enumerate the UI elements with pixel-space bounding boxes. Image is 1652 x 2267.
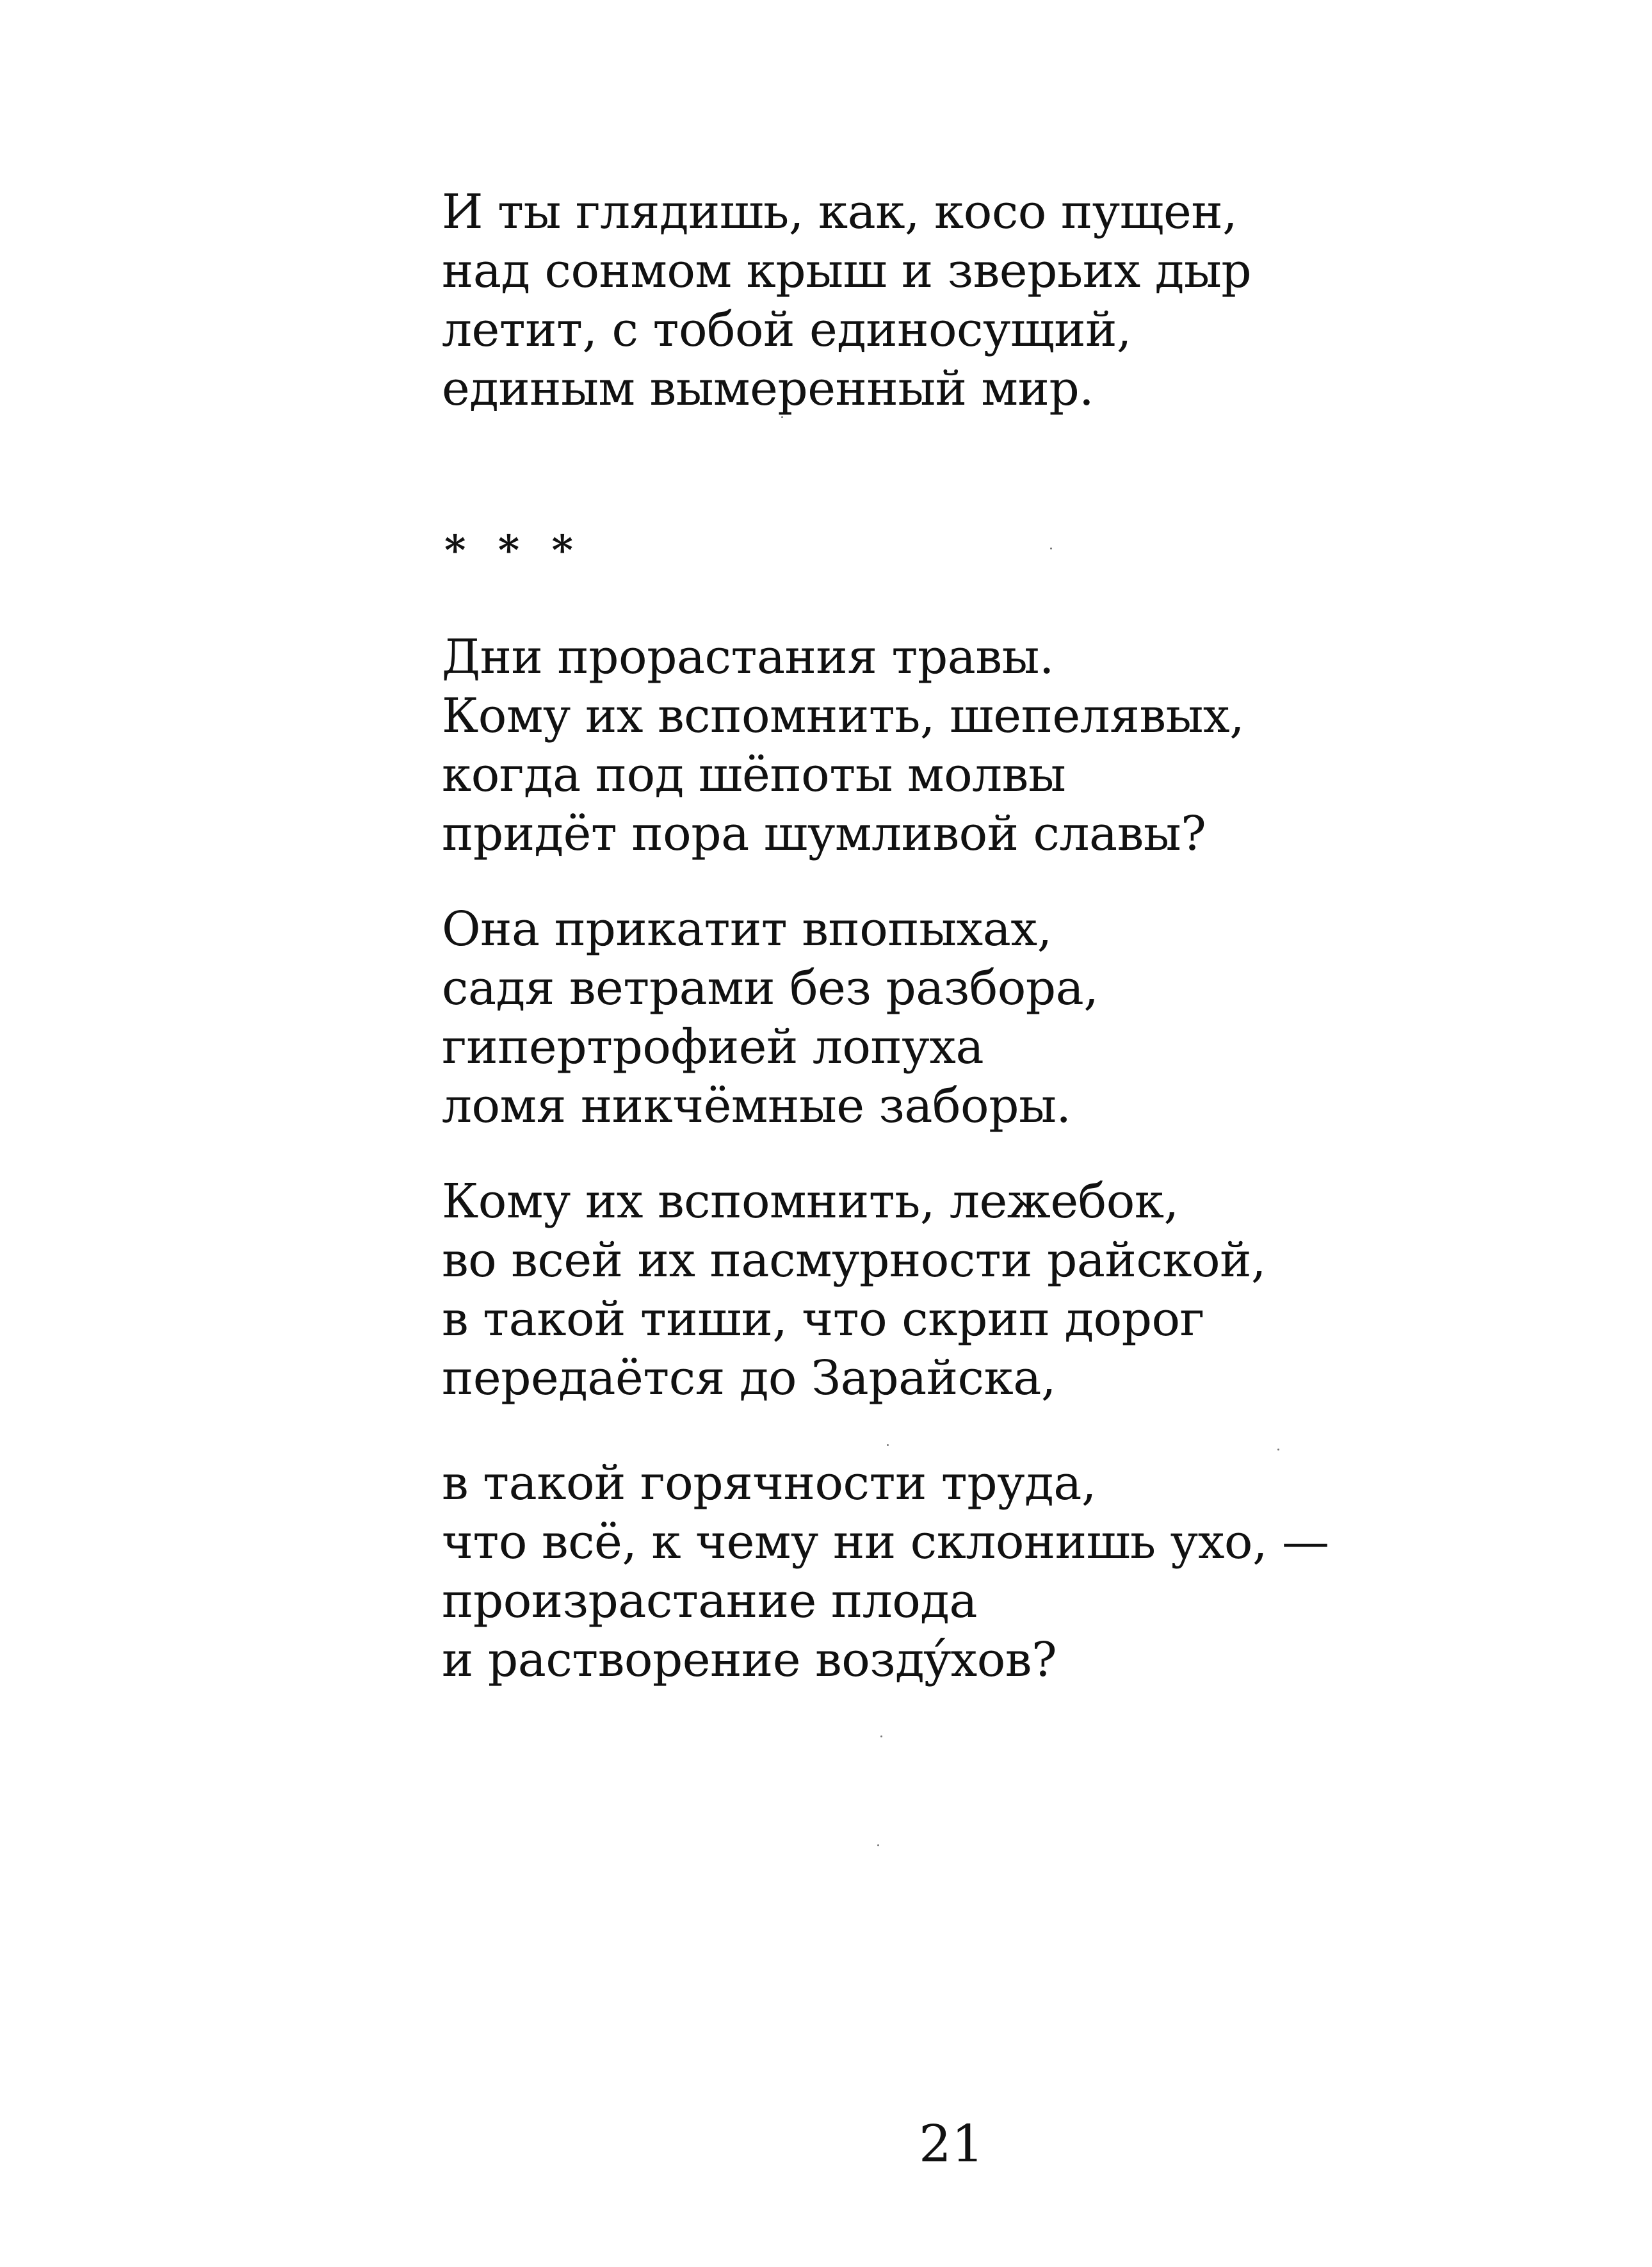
section-separator: * * * <box>444 526 582 574</box>
poem-line: И ты глядишь, как, косо пущен, <box>442 184 1238 240</box>
poem-line: летит, с тобой единосущий, <box>442 302 1131 357</box>
poem-line: когда под шёпоты молвы <box>442 747 1066 802</box>
poem-line: и растворение воздýхов? <box>442 1632 1057 1687</box>
page-number: 21 <box>919 2114 984 2174</box>
poem-line: Кому их вспомнить, лежебок, <box>442 1174 1179 1229</box>
poem-line: произрастание плода <box>442 1573 977 1629</box>
poem-line: садя ветрами без разбора, <box>442 961 1099 1016</box>
stanza-5 <box>442 1454 1402 1689</box>
scan-speck <box>781 416 783 418</box>
stanza-2 <box>442 628 1402 863</box>
poem-line: что всё, к чему ни склонишь ухо, — <box>442 1515 1329 1570</box>
scan-speck <box>877 1844 879 1846</box>
scan-speck <box>1277 1449 1279 1450</box>
poem-line: в такой тиши, что скрип дорог <box>442 1292 1204 1347</box>
poem-line: над сонмом крыш и зверьих дыр <box>442 243 1252 298</box>
stanza-4 <box>442 1172 1402 1408</box>
poem-line: передаётся до Зарайска, <box>442 1351 1056 1406</box>
stanza-3 <box>442 900 1402 1135</box>
stanza-1 <box>442 183 1402 418</box>
scan-speck <box>887 1444 889 1446</box>
poem-line: единым вымеренный мир. <box>442 361 1094 416</box>
scan-speck <box>1050 548 1052 549</box>
poem-line: придёт пора шумливой славы? <box>442 806 1206 861</box>
poem-line: ломя никчёмные заборы. <box>442 1078 1071 1134</box>
poem-line: в такой горячности труда, <box>442 1456 1096 1511</box>
poem-line: Кому их вспомнить, шепелявых, <box>442 688 1245 743</box>
poem-line: во всей их пасмурности райской, <box>442 1233 1266 1288</box>
poem-line: Она прикатит впопыхах, <box>442 902 1052 957</box>
poem-line: Дни прорастания травы. <box>442 630 1054 685</box>
scan-speck <box>880 1735 882 1737</box>
poem-line: гипертрофией лопуха <box>442 1020 984 1075</box>
